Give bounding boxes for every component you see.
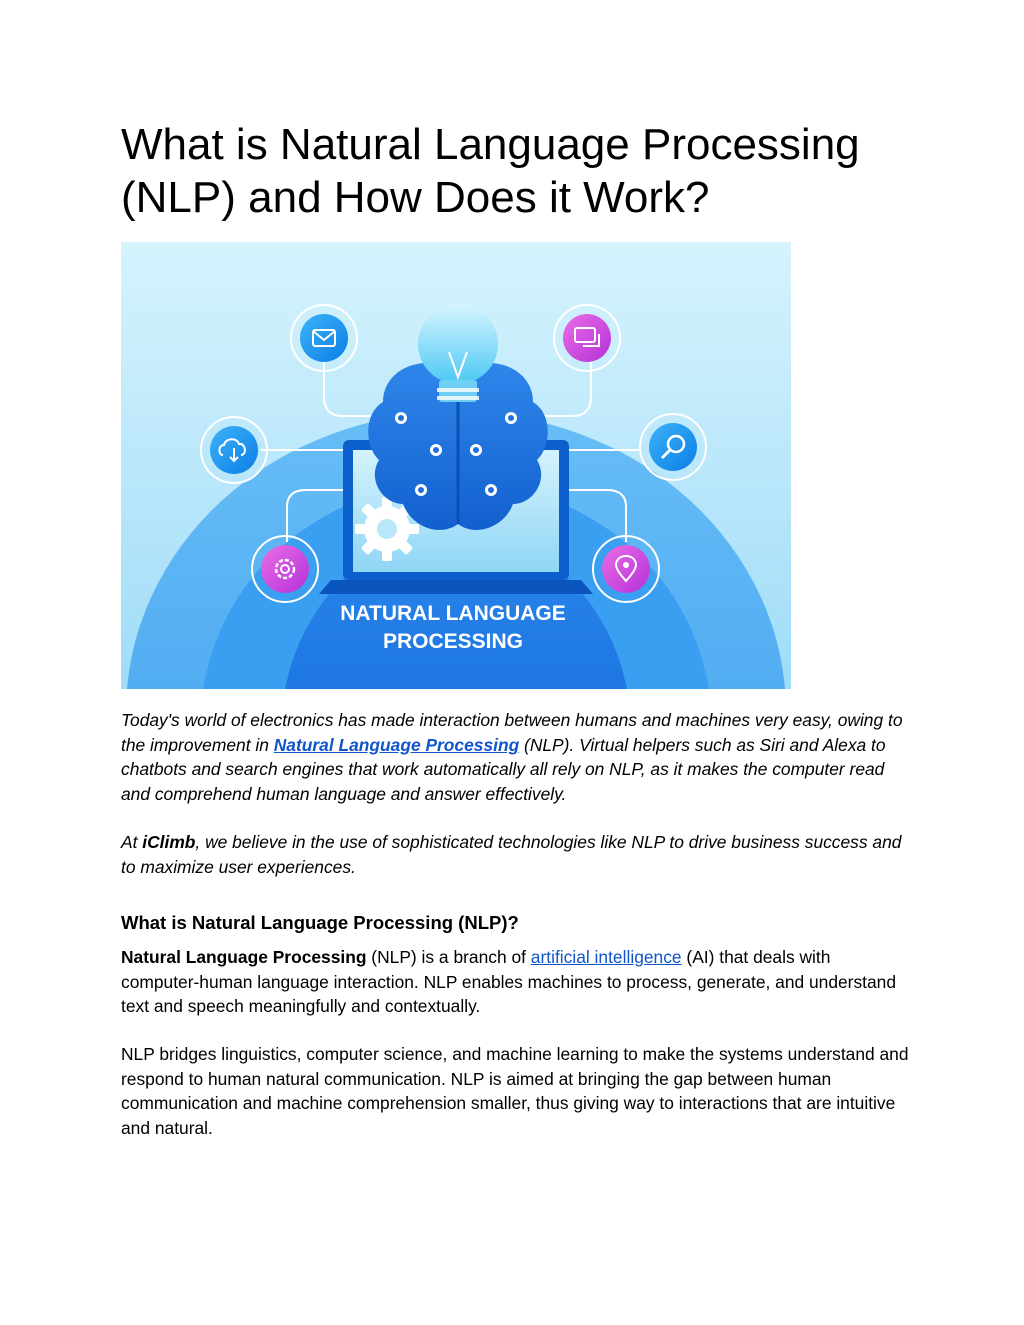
nlp-link[interactable]: Natural Language Processing [273,734,520,755]
definition-text-1: (NLP) is a branch of [366,947,531,967]
title-line-2: (NLP) and How Does it Work? [121,173,710,222]
company-paragraph [121,830,911,879]
definition-paragraph [121,945,911,1019]
definition-text-2: (AI) that deals with computer-human language interaction. NLP enables machines to process, generate, and understand text and speech meaningfully and contextually. [121,947,897,1016]
settings-icon [252,536,318,602]
search-icon [640,414,706,480]
title-line-1: What is Natural Language Processing [121,120,860,169]
chat-icon [554,305,620,371]
intro-text-1: Today's world of electronics has made interaction between humans and machines very easy, owing to the improvement in [121,710,903,755]
bridge-paragraph: NLP bridges linguistics, computer science, and machine learning to make the systems understand and respond to human natural communication. NLP is aimed at bringing the gap between human communication and machine comprehension smaller, thus giving way to interactions that are intuitive and natural. [121,1044,909,1138]
section-heading: What is Natural Language Processing (NLP)? [121,912,519,933]
company-text: , we believe in the use of sophisticated technologies like NLP to drive business success and to maximize user experiences. [121,832,902,877]
definition-term: Natural Language Processing [121,947,367,967]
email-icon [291,305,357,371]
location-pin-icon [593,536,659,602]
cloud-download-icon [201,417,267,483]
hero-banner-line-2: PROCESSING [382,630,524,653]
company-prefix: At [121,832,143,852]
page-title [121,118,911,224]
hero-illustration [121,242,791,689]
company-name: iClimb [142,832,196,852]
ai-link[interactable]: artificial intelligence [530,947,682,967]
intro-text-2: (NLP). Virtual helpers such as Siri and Alexa to chatbots and search engines that work automatically all rely on NLP, as it makes the computer read and comprehend human language and answer effectively. [121,734,886,804]
hero-banner-line-1: NATURAL LANGUAGE [340,602,566,625]
intro-paragraph [121,708,911,806]
